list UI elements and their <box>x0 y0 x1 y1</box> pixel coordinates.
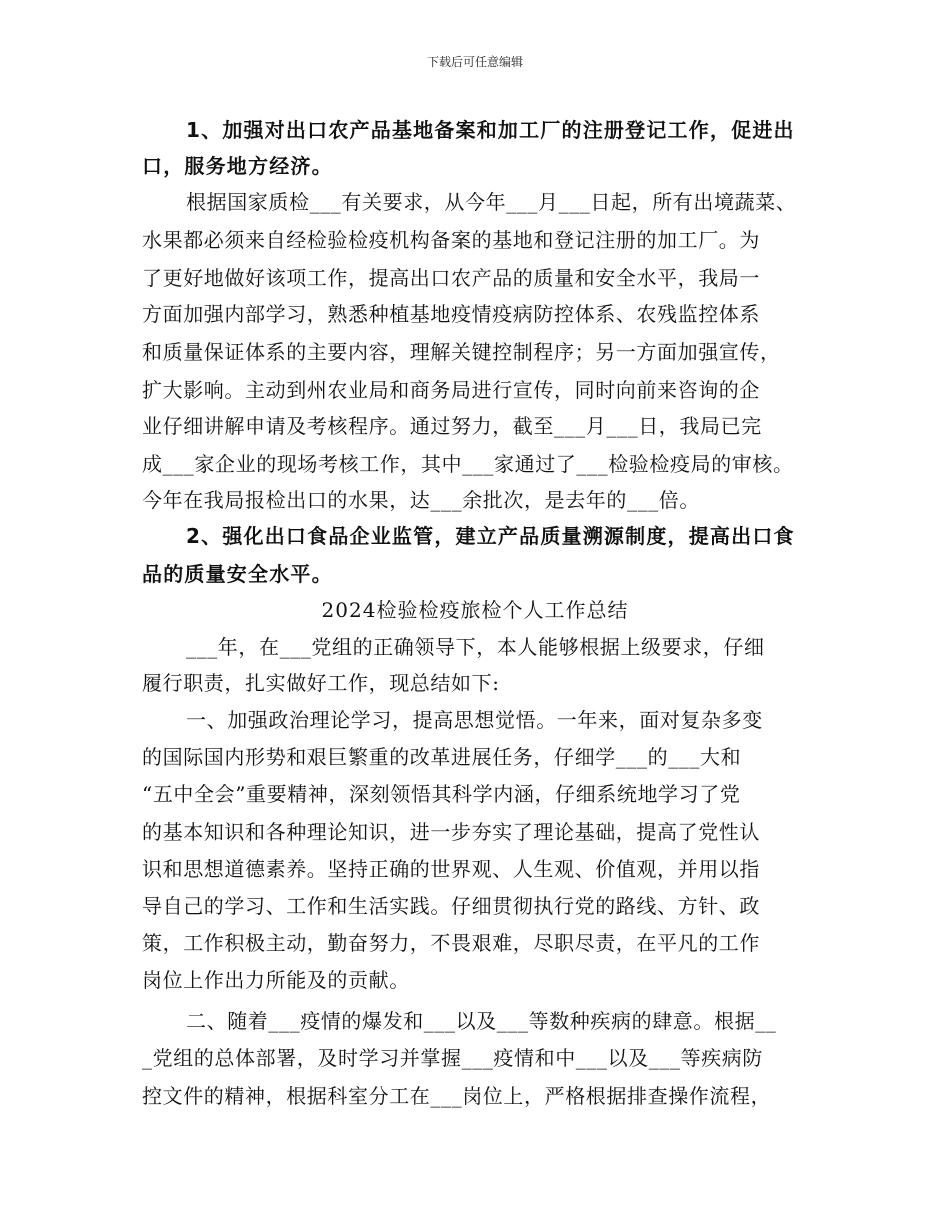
paragraph-line: 岗位上作出力所能及的贡献。 <box>142 968 410 992</box>
paragraph-line: 扩大影响。主动到州农业局和商务局进行宣传，同时向前来咨询的企 <box>142 378 760 402</box>
paragraph-line: 和质量保证体系的主要内容，理解关键控制程序；另一方面加强宣传， <box>142 340 781 364</box>
page-header: 下载后可任意编辑 <box>426 55 523 69</box>
paragraph-line: 成___家企业的现场考核工作，其中___家通过了___检验检疫局的审核。 <box>142 452 794 476</box>
paragraph-line: 履行职责，扎实做好工作，现总结如下: <box>142 671 500 695</box>
paragraph-line: 业仔细讲解申请及考核程序。通过努力，截至___月___日，我局已完 <box>142 414 762 438</box>
paragraph-line: 水果都必须来自经检验检疫机构备案的基地和登记注册的加工厂。为 <box>142 228 760 252</box>
paragraph-line: 导自己的学习、工作和生活实践。仔细贯彻执行党的路线、方针、政 <box>142 894 760 918</box>
paragraph-line: “五中全会”重要精神，深刻领悟其科学内涵，仔细系统地学习了党 <box>142 782 741 806</box>
paragraph-line: ___年，在___党组的正确领导下，本人能够根据上级要求，仔细 <box>186 635 765 659</box>
paragraph-line: 根据国家质检___有关要求，从今年___月___日起，所有出境蔬菜、 <box>186 190 797 214</box>
paragraph-line: 识和思想道德素养。坚持正确的世界观、人生观、价值观，并用以指 <box>142 857 760 881</box>
paragraph-line: 策，工作积极主动，勤奋努力，不畏艰难，尽职尽责，在平凡的工作 <box>142 931 760 955</box>
paragraph-line: 的国际国内形势和艰巨繁重的改革进展任务，仔细学___的___大和 <box>142 745 742 769</box>
paragraph-line: 了更好地做好该项工作，提高出口农产品的质量和安全水平，我局一 <box>142 266 760 290</box>
section-heading-1-line-2: 口，服务地方经济。 <box>142 154 333 178</box>
paragraph-line: 二、随着___疫情的爆发和___以及___等数种疾病的肆意。根据__ <box>186 1009 777 1033</box>
paragraph-line: 的基本知识和各种理论知识，进一步夯实了理论基础，提高了党性认 <box>142 820 760 844</box>
paragraph-line: 方面加强内部学习，熟悉种植基地疫情疫病防控体系、农残监控体系 <box>142 302 760 326</box>
section-heading-1-line-1: 1、加强对出口农产品基地备案和加工厂的注册登记工作，促进出 <box>186 118 795 142</box>
paragraph-line: 今年在我局报检出口的水果，达___余批次，是去年的___倍。 <box>142 488 700 512</box>
paragraph-line: 控文件的精神，根据科室分工在___岗位上，严格根据排查操作流程， <box>142 1084 772 1108</box>
document-title: 2024检验检疫旅检个人工作总结 <box>321 598 629 622</box>
section-heading-2-line-2: 品的质量安全水平。 <box>142 562 333 586</box>
paragraph-line: 一、加强政治理论学习，提高思想觉悟。一年来，面对复杂多变 <box>186 708 763 732</box>
section-heading-2-line-1: 2、强化出口食品企业监管，建立产品质量溯源制度，提高出口食 <box>186 524 795 548</box>
paragraph-line: _党组的总体部署，及时学习并掌握___疫情和中___以及___等疾病防 <box>142 1046 763 1070</box>
